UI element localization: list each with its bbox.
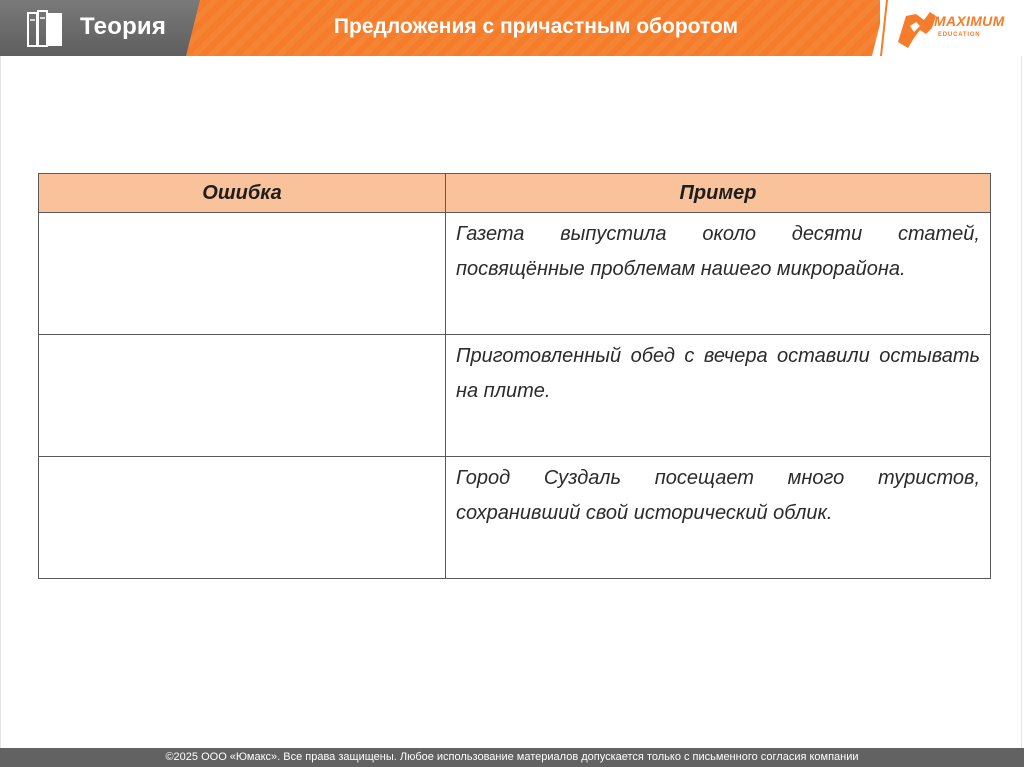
column-header-error: Ошибка (39, 174, 446, 213)
example-cell: Газета выпустила около десяти статей, посвящённые проблемам нашего микрорайона. (446, 213, 991, 335)
table-row (39, 213, 991, 335)
section-label: Теория (80, 13, 167, 40)
footer-copyright: ©2025 ООО «Юмакс». Все права защищены. Любое использование материалов допускается только с письменного согласия компании (0, 748, 1024, 767)
example-cell: Город Суздаль посещает много туристов, сохранивший свой исторический облик. (446, 457, 991, 579)
table-row (39, 457, 991, 579)
table-header-row (39, 174, 991, 213)
example-cell: Приготовленный обед с вечера оставили остывать на плите. (446, 335, 991, 457)
error-cell (39, 457, 446, 579)
table-row (39, 335, 991, 457)
slide-title: Предложения с причастным оборотом (333, 15, 739, 38)
logo-text: MAXIMUM (934, 13, 1005, 29)
error-cell (39, 213, 446, 335)
books-icon (26, 10, 66, 48)
column-header-example: Пример (446, 174, 991, 213)
logo-subtext: EDUCATION (938, 32, 981, 38)
error-cell (39, 335, 446, 457)
slide-header (0, 0, 1024, 56)
errors-table (38, 173, 991, 579)
